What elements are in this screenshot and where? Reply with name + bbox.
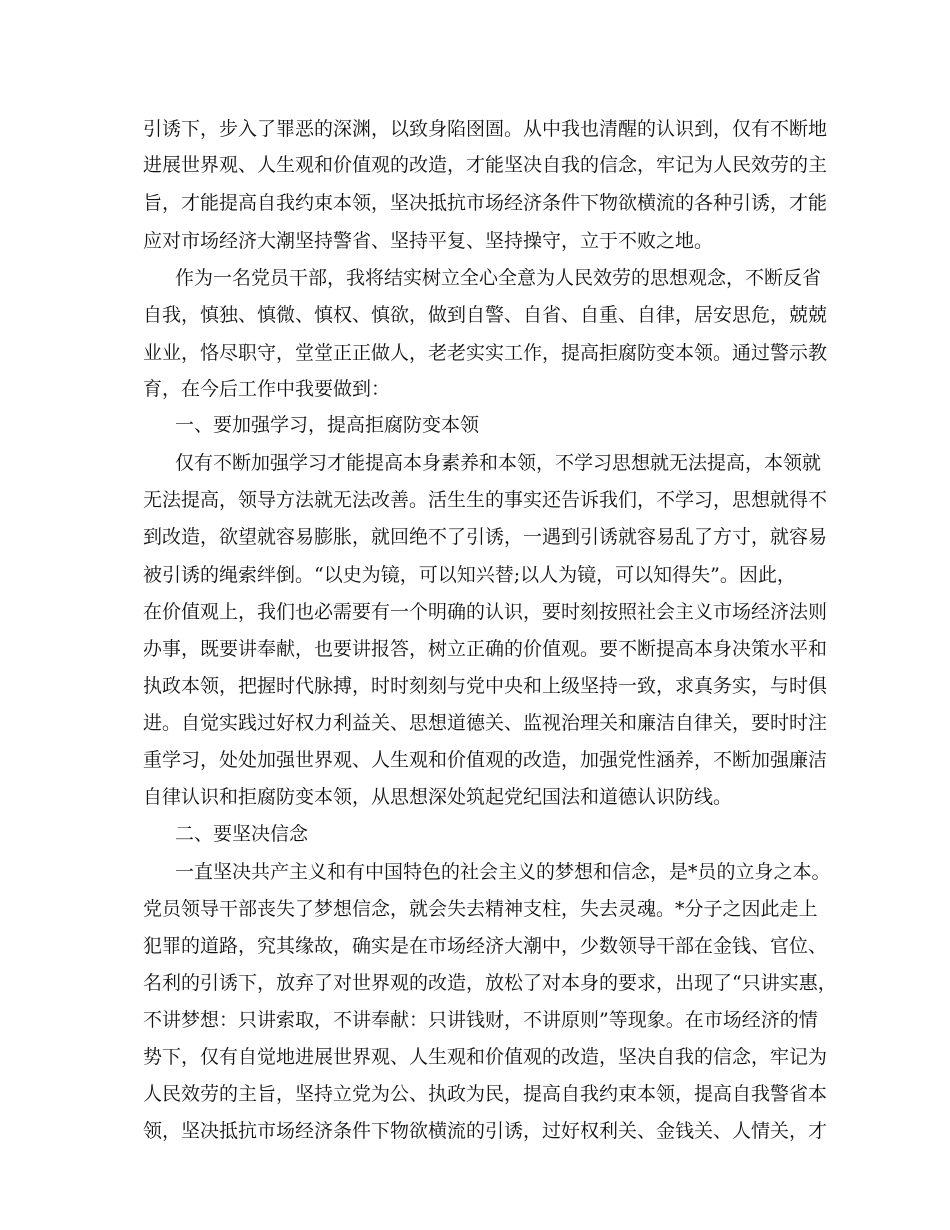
text-line: 旨，才能提高自我约束本领，坚决抵抗市场经济条件下物欲横流的各种引诱，才能 — [143, 192, 828, 214]
text-line: 进。自觉实践过好权力利益关、思想道德关、监视治理关和廉洁自律关，要时时注 — [143, 712, 828, 734]
paragraph-first-line: 作为一名党员干部，我将结实树立全心全意为人民效劳的思想观念，不断反省 — [175, 267, 822, 289]
text-line: 进展世界观、人生观和价值观的改造，才能坚决自我的信念，牢记为人民效劳的主 — [143, 154, 828, 176]
paragraph-first-line: 仅有不断加强学习才能提高本身素养和本领，不学习思想就无法提高，本领就 — [175, 452, 822, 474]
text-line: 党员领导干部丧失了梦想信念，就会失去精神支柱，失去灵魂。*分子之因此走上 — [143, 898, 818, 920]
text-line: 自律认识和拒腐防变本领，从思想深处筑起党纪国法和道德认识防线。 — [143, 786, 733, 808]
text-line: 引诱下，步入了罪恶的深渊，以致身陷囹圄。从中我也清醒的认识到，仅有不断地 — [143, 118, 828, 140]
section-heading-2: 二、要坚决信念 — [175, 823, 309, 845]
text-line: 无法提高，领导方法就无法改善。活生生的事实还告诉我们，不学习，思想就得不 — [143, 489, 828, 511]
text-line: 势下，仅有自觉地进展世界观、人生观和价值观的改造，坚决自我的信念，牢记为 — [143, 1046, 828, 1068]
text-line: 办事，既要讲奉献，也要讲报答，树立正确的价值观。要不断提高本身决策水平和 — [143, 638, 828, 660]
text-line: 应对市场经济大潮坚持警省、坚持平复、坚持操守，立于不败之地。 — [143, 230, 714, 252]
text-line: 人民效劳的主旨，坚持立党为公、执政为民，提高自我约束本领，提高自我警省本 — [143, 1083, 828, 1105]
paragraph-first-line: 一直坚决共产主义和有中国特色的社会主义的梦想和信念，是*员的立身之本。 — [175, 861, 831, 883]
text-line: 在价值观上，我们也必需要有一个明确的认识，要时刻按照社会主义市场经济法则 — [143, 601, 828, 623]
text-line: 重学习，处处加强世界观、人生观和价值观的改造，加强党性涵养，不断加强廉洁 — [143, 749, 828, 771]
text-line: 不讲梦想：只讲索取，不讲奉献：只讲钱财，不讲原则”等现象。在市场经济的情 — [143, 1009, 818, 1031]
text-line: 名利的引诱下，放弃了对世界观的改造，放松了对本身的要求，出现了“只讲实惠， — [143, 972, 837, 994]
text-line: 被引诱的绳索绊倒。“以史为镜，可以知兴替;以人为镜，可以知得失”。因此， — [143, 564, 796, 586]
text-line: 到改造，欲望就容易膨胀，就回绝不了引诱，一遇到引诱就容易乱了方寸，就容易 — [143, 526, 828, 548]
text-line: 领，坚决抵抗市场经济条件下物欲横流的引诱，过好权利关、金钱关、人情关，才 — [143, 1120, 828, 1142]
text-line: 业业，恪尽职守，堂堂正正做人，老老实实工作，提高拒腐防变本领。通过警示教 — [143, 342, 828, 364]
section-heading-1: 一、要加强学习，提高拒腐防变本领 — [175, 414, 480, 436]
text-line: 自我，慎独、慎微、慎权、慎欲，做到自警、自省、自重、自律，居安思危，兢兢 — [143, 304, 828, 326]
text-line: 执政本领，把握时代脉搏，时时刻刻与党中央和上级坚持一致，求真务实，与时俱 — [143, 675, 828, 697]
text-line: 育，在今后工作中我要做到： — [143, 378, 391, 400]
text-line: 犯罪的道路，究其缘故，确实是在市场经济大潮中，少数领导干部在金钱、官位、 — [143, 935, 828, 957]
